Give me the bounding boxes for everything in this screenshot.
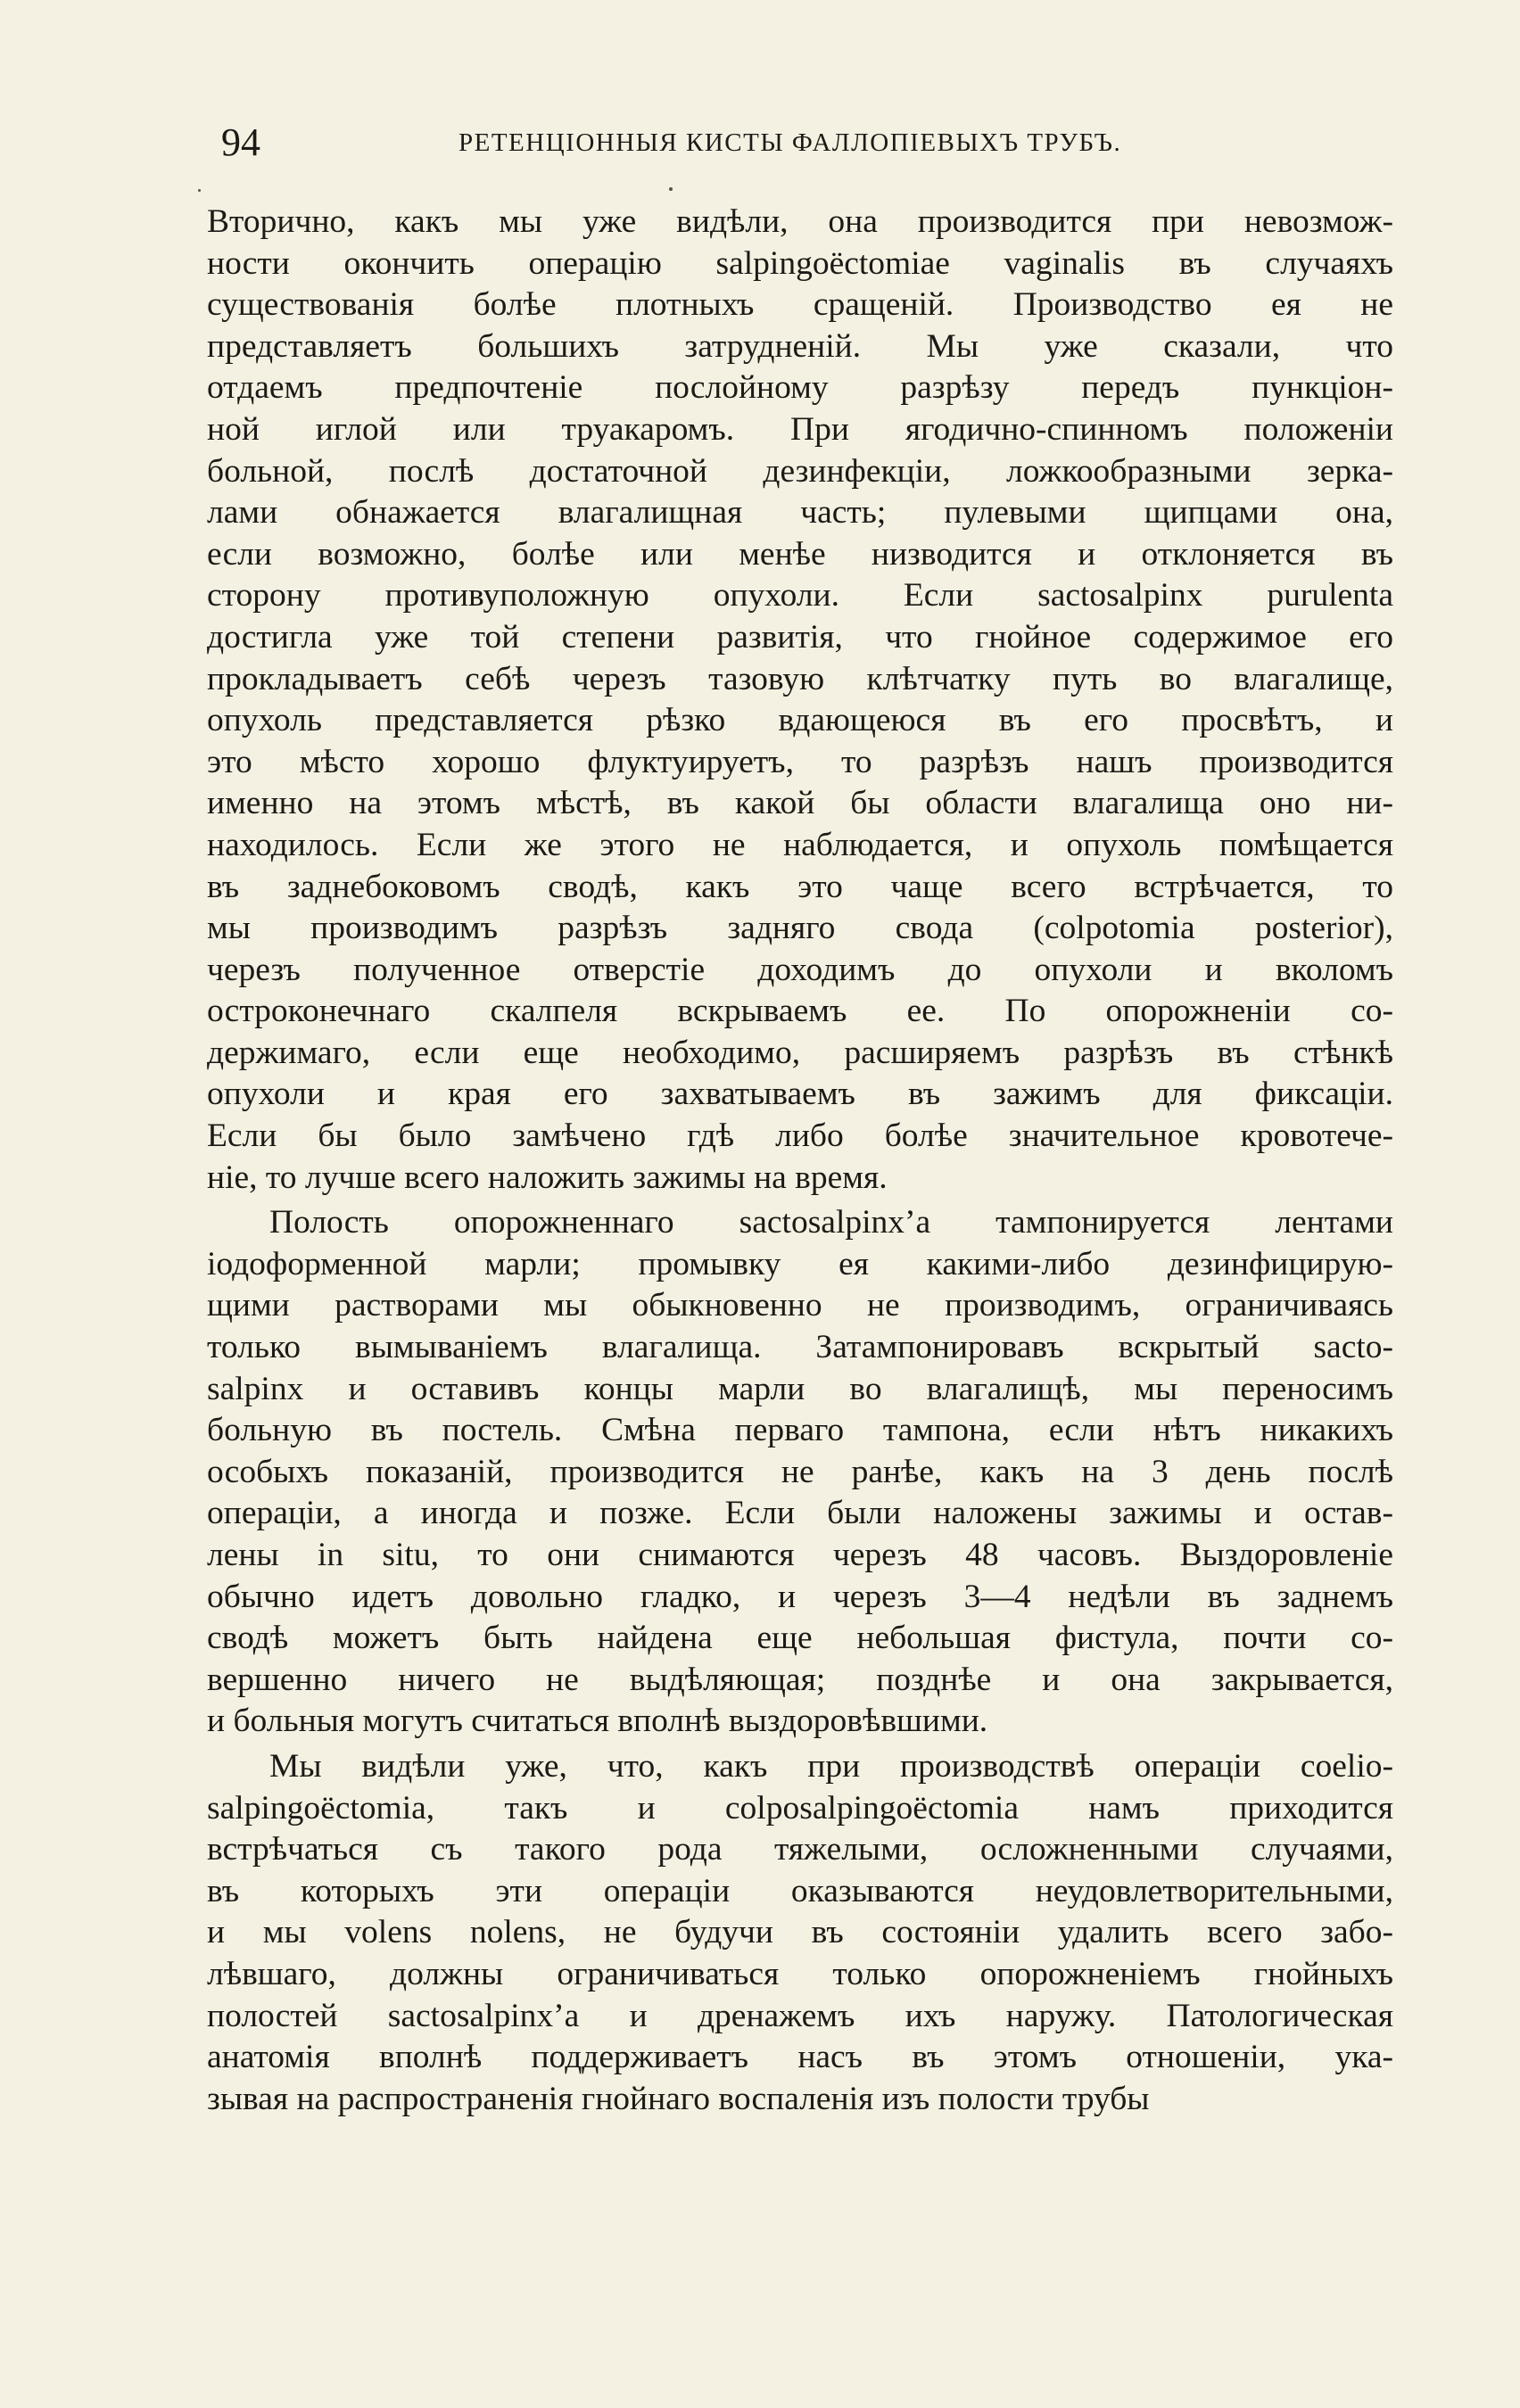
text-line: salpingoëctomia, такъ и colposalpingoëctomia намъ приходится <box>207 1789 1393 1827</box>
text-line: особыхъ показаній, производится не ранѣе, какъ на 3 день послѣ <box>207 1453 1393 1490</box>
text-line: сводѣ можетъ быть найдена еще небольшая фистула, почти со- <box>207 1620 1393 1657</box>
text-line: держимаго, если еще необходимо, расширяемъ разрѣзъ въ стѣнкѣ <box>207 1034 1393 1071</box>
text-line: щими растворами мы обыкновенно не производимъ, ограничиваясь <box>207 1287 1393 1324</box>
text-line: обычно идетъ довольно гладко, и черезъ 3—4 недѣли въ заднемъ <box>207 1578 1393 1615</box>
text-line: достигла уже той степени развитія, что гнойное содержимое его <box>207 618 1393 656</box>
text-line: прокладываетъ себѣ черезъ тазовую клѣтчатку путь во влагалище, <box>207 660 1393 697</box>
text-line: іодоформенной марли; промывку ея какими-либо дезинфицирую- <box>207 1245 1393 1282</box>
text-line: и больныя могутъ считаться вполнѣ выздоровѣвшими. <box>207 1703 988 1740</box>
text-line: ніе, то лучше всего наложить зажимы на время. <box>207 1159 888 1196</box>
text-line: именно на этомъ мѣстѣ, въ какой бы области влагалища оно ни- <box>207 785 1393 822</box>
text-line: больной, послѣ достаточной дезинфекціи, ложкообразными зерка- <box>207 452 1393 490</box>
body-text <box>207 202 1393 2123</box>
text-line: въ заднебоковомъ сводѣ, какъ это чаще всего встрѣчается, то <box>207 868 1393 905</box>
text-line: встрѣчаться съ такого рода тяжелыми, осложненными случаями, <box>207 1831 1393 1868</box>
text-line: представляетъ большихъ затрудненій. Мы уже сказали, что <box>207 327 1393 365</box>
text-line: только вымываніемъ влагалища. Затампонировавъ вскрытый sacto- <box>207 1329 1393 1366</box>
text-line: salpinx и оставивъ концы марли во влагалищѣ, мы переносимъ <box>207 1370 1393 1407</box>
text-line: отдаемъ предпочтеніе послойному разрѣзу передъ пункціон- <box>207 369 1393 407</box>
text-line: Мы видѣли уже, что, какъ при производствѣ операціи coelio- <box>269 1747 1393 1785</box>
page-header <box>221 116 1381 169</box>
running-title: РЕТЕНЦІОННЫЯ КИСТЫ ФАЛЛОПІЕВЫХЪ ТРУБЪ. <box>458 128 1122 157</box>
text-line: въ которыхъ эти операціи оказываются неудовлетворительными, <box>207 1872 1393 1909</box>
text-line: ности окончить операцію salpingoëctomiae vaginalis въ случаяхъ <box>207 244 1393 282</box>
paragraph <box>207 1746 1393 2120</box>
text-line: и мы volens nolens, не будучи въ состояніи удалить всего забо- <box>207 1914 1393 1951</box>
text-line: операціи, а иногда и позже. Если были наложены зажимы и остав- <box>207 1495 1393 1532</box>
text-line: ной иглой или труакаромъ. При ягодично-спинномъ положеніи <box>207 410 1393 448</box>
text-line: сторону противуположную опухоли. Если sactosalpinx purulenta <box>207 577 1393 614</box>
text-line: черезъ полученное отверстіе доходимъ до опухоли и вколомъ <box>207 951 1393 988</box>
text-line: остроконечнаго скалпеля вскрываемъ ее. По опорожненіи со- <box>207 993 1393 1030</box>
page-number: 94 <box>221 120 260 164</box>
paragraph <box>207 1202 1393 1743</box>
text-line: существованія болѣе плотныхъ сращеній. Производство ея не <box>207 286 1393 324</box>
text-line: мы производимъ разрѣзъ задняго свода (colpotomia posterior), <box>207 910 1393 947</box>
text-line: лены in situ, то они снимаются черезъ 48 часовъ. Выздоровленіе <box>207 1537 1393 1573</box>
text-line: это мѣсто хорошо флуктуируетъ, то разрѣзъ нашъ производится <box>207 743 1393 780</box>
ink-speck <box>198 189 201 192</box>
text-line: находилось. Если же этого не наблюдается, и опухоль помѣщается <box>207 826 1393 863</box>
text-line: анатомія вполнѣ поддерживаетъ насъ въ этомъ отношеніи, ука- <box>207 2039 1393 2076</box>
text-line: полостей sactosalpinx’а и дренажемъ ихъ наружу. Патологическая <box>207 1997 1393 2034</box>
text-line: больную въ постель. Смѣна перваго тампона, если нѣтъ никакихъ <box>207 1412 1393 1449</box>
text-line: если возможно, болѣе или менѣе низводится и отклоняется въ <box>207 535 1393 573</box>
text-line: опухоли и края его захватываемъ въ зажимъ для фиксаціи. <box>207 1076 1393 1113</box>
paragraph <box>207 202 1393 1199</box>
text-line: Если бы было замѣчено гдѣ либо болѣе значительное кровотече- <box>207 1117 1393 1155</box>
text-line: зывая на распространенія гнойнаго воспаленія изъ полости трубы <box>207 2080 1150 2117</box>
text-line: Полость опорожненнаго sactosalpinx’а тампонируется лентами <box>269 1204 1393 1241</box>
text-line: вершенно ничего не выдѣляющая; позднѣе и она закрывается, <box>207 1661 1393 1698</box>
text-line: лами обнажается влагалищная часть; пулевыми щипцами она, <box>207 494 1393 532</box>
text-line: лѣвшаго, должны ограничиваться только опорожненіемъ гнойныхъ <box>207 1955 1393 1992</box>
text-line: Вторично, какъ мы уже видѣли, она производится при невозмож- <box>207 203 1393 240</box>
text-line: опухоль представляется рѣзко вдающеюся въ его просвѣтъ, и <box>207 702 1393 739</box>
ink-speck <box>669 187 673 191</box>
